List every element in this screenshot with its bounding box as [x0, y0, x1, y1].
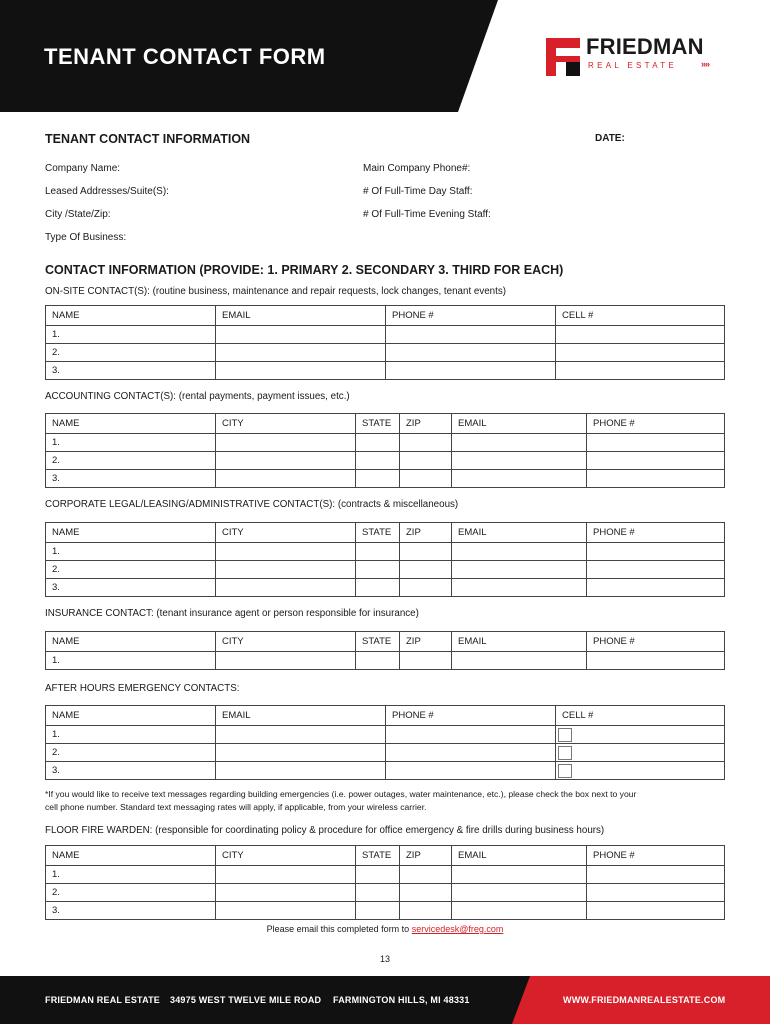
email-cell[interactable]: [452, 434, 587, 452]
column-header: CITY: [216, 523, 356, 543]
table-header-row: [46, 632, 725, 652]
row-number[interactable]: 2.: [46, 344, 216, 362]
table-row: [46, 866, 725, 884]
sms-checkbox[interactable]: [558, 728, 572, 742]
city-state-zip-label: City /State/Zip:: [45, 209, 111, 220]
state-cell[interactable]: [356, 434, 400, 452]
state-cell[interactable]: [356, 543, 400, 561]
column-header: STATE: [356, 846, 400, 866]
row-number[interactable]: 1.: [46, 652, 216, 670]
column-header: CITY: [216, 632, 356, 652]
column-header: PHONE #: [587, 632, 725, 652]
row-number[interactable]: 3.: [46, 579, 216, 597]
onsite-caption: ON-SITE CONTACT(S): (routine business, maintenance and repair requests, lock changes, tenant events): [45, 286, 507, 297]
email-cell[interactable]: [452, 543, 587, 561]
city-cell[interactable]: [216, 652, 356, 670]
corporate-table: [45, 522, 725, 597]
table-row: [46, 762, 725, 780]
state-cell[interactable]: [356, 579, 400, 597]
after-hours-caption: AFTER HOURS EMERGENCY CONTACTS:: [45, 683, 240, 694]
phone-cell[interactable]: [587, 543, 725, 561]
column-header: NAME: [46, 414, 216, 434]
email-cell[interactable]: [216, 726, 386, 744]
logo-mark-icon: [546, 36, 582, 78]
phone-cell[interactable]: [386, 744, 556, 762]
row-number[interactable]: 1.: [46, 326, 216, 344]
row-number[interactable]: 3.: [46, 470, 216, 488]
column-header: EMAIL: [216, 306, 386, 326]
state-cell[interactable]: [356, 652, 400, 670]
table-row: [46, 561, 725, 579]
leased-addresses-label: Leased Addresses/Suite(S):: [45, 186, 169, 197]
table-row: [46, 579, 725, 597]
email-cell[interactable]: [452, 902, 587, 920]
column-header: PHONE #: [587, 414, 725, 434]
table-header-row: [46, 846, 725, 866]
email-cell[interactable]: [216, 344, 386, 362]
table-row: [46, 344, 725, 362]
row-number[interactable]: 3.: [46, 762, 216, 780]
table-row: [46, 452, 725, 470]
cell-cell[interactable]: [556, 762, 725, 780]
row-number[interactable]: 1.: [46, 726, 216, 744]
row-number[interactable]: 1.: [46, 866, 216, 884]
city-cell[interactable]: [216, 902, 356, 920]
footer-street: 34975 WEST TWELVE MILE ROAD: [170, 995, 322, 1005]
city-cell[interactable]: [216, 470, 356, 488]
column-header: NAME: [46, 523, 216, 543]
phone-cell[interactable]: [386, 762, 556, 780]
zip-cell[interactable]: [400, 452, 452, 470]
business-type-label: Type Of Business:: [45, 232, 127, 243]
column-header: CELL #: [556, 306, 725, 326]
city-cell[interactable]: [216, 884, 356, 902]
table-row: [46, 434, 725, 452]
date-label: DATE:: [595, 133, 625, 144]
phone-cell[interactable]: [587, 579, 725, 597]
email-cell[interactable]: [452, 452, 587, 470]
zip-cell[interactable]: [400, 579, 452, 597]
column-header: ZIP: [400, 414, 452, 434]
email-cell[interactable]: [452, 579, 587, 597]
after-hours-table: [45, 705, 725, 780]
phone-cell[interactable]: [587, 452, 725, 470]
cell-cell[interactable]: [556, 362, 725, 380]
column-header: EMAIL: [452, 414, 587, 434]
table-header-row: [46, 414, 725, 434]
footer-website-link[interactable]: WWW.FRIEDMANREALESTATE.COM: [563, 995, 726, 1005]
column-header: ZIP: [400, 523, 452, 543]
row-number[interactable]: 2.: [46, 561, 216, 579]
column-header: NAME: [46, 632, 216, 652]
zip-cell[interactable]: [400, 434, 452, 452]
sms-checkbox[interactable]: [558, 746, 572, 760]
column-header: EMAIL: [452, 523, 587, 543]
phone-cell[interactable]: [386, 326, 556, 344]
email-cell[interactable]: [452, 866, 587, 884]
phone-cell[interactable]: [587, 652, 725, 670]
column-header: EMAIL: [452, 846, 587, 866]
footer-company: FRIEDMAN REAL ESTATE: [45, 995, 161, 1005]
onsite-table: [45, 305, 725, 380]
state-cell[interactable]: [356, 561, 400, 579]
page-title: TENANT CONTACT FORM: [44, 44, 326, 69]
cell-cell[interactable]: [556, 326, 725, 344]
column-header: EMAIL: [452, 632, 587, 652]
state-cell[interactable]: [356, 470, 400, 488]
table-row: [46, 884, 725, 902]
cell-cell[interactable]: [556, 744, 725, 762]
table-row: [46, 744, 725, 762]
email-instruction-text: Please email this completed form to: [266, 924, 412, 934]
column-header: PHONE #: [587, 846, 725, 866]
email-cell[interactable]: [452, 884, 587, 902]
phone-cell[interactable]: [386, 344, 556, 362]
state-cell[interactable]: [356, 866, 400, 884]
table-row: [46, 652, 725, 670]
cell-cell[interactable]: [556, 726, 725, 744]
accounting-table: [45, 413, 725, 488]
day-staff-label: # Of Full-Time Day Staff:: [363, 186, 473, 197]
column-header: PHONE #: [386, 706, 556, 726]
sms-note-line-2: cell phone number. Standard text messaging rates will apply, if applicable, from your wireless carrier.: [45, 801, 427, 812]
city-cell[interactable]: [216, 561, 356, 579]
sms-note-line-1: *If you would like to receive text messages regarding building emergencies (i.e. power outages, water maintenance, etc.), please check the box next to your: [45, 789, 637, 799]
row-number[interactable]: 3.: [46, 902, 216, 920]
company-name-label: Company Name:: [45, 163, 121, 174]
column-header: ZIP: [400, 632, 452, 652]
table-header-row: [46, 306, 725, 326]
city-cell[interactable]: [216, 579, 356, 597]
column-header: PHONE #: [386, 306, 556, 326]
table-row: [46, 902, 725, 920]
service-desk-email-link[interactable]: servicedesk@freg.com: [411, 924, 504, 934]
column-header: STATE: [356, 414, 400, 434]
phone-cell[interactable]: [587, 866, 725, 884]
city-cell[interactable]: [216, 452, 356, 470]
state-cell[interactable]: [356, 902, 400, 920]
city-cell[interactable]: [216, 866, 356, 884]
email-cell[interactable]: [452, 652, 587, 670]
column-header: NAME: [46, 846, 216, 866]
phone-cell[interactable]: [587, 561, 725, 579]
sms-note: [45, 788, 735, 813]
main-phone-label: Main Company Phone#:: [363, 163, 471, 174]
fire-warden-table: [45, 845, 725, 920]
evening-staff-label: # Of Full-Time Evening Staff:: [363, 209, 491, 220]
insurance-caption: INSURANCE CONTACT: (tenant insurance agent or person responsible for insurance): [45, 608, 419, 619]
column-header: PHONE #: [587, 523, 725, 543]
column-header: ZIP: [400, 846, 452, 866]
row-number[interactable]: 1.: [46, 434, 216, 452]
row-number[interactable]: 3.: [46, 362, 216, 380]
column-header: EMAIL: [216, 706, 386, 726]
phone-cell[interactable]: [587, 902, 725, 920]
logo-chevrons-icon: »»: [701, 59, 710, 69]
row-number[interactable]: 2.: [46, 744, 216, 762]
contact-info-heading: CONTACT INFORMATION (PROVIDE: 1. PRIMARY 2. SECONDARY 3. THIRD FOR EACH): [45, 263, 564, 277]
row-number[interactable]: 1.: [46, 543, 216, 561]
column-header: STATE: [356, 523, 400, 543]
page-number: 13: [379, 954, 390, 964]
corporate-caption: CORPORATE LEGAL/LEASING/ADMINISTRATIVE CONTACT(S): (contracts & miscellaneous): [45, 499, 459, 510]
fire-warden-caption: FLOOR FIRE WARDEN: (responsible for coordinating policy & procedure for office emergency & fire drills during business hours): [45, 825, 605, 836]
email-cell[interactable]: [216, 762, 386, 780]
zip-cell[interactable]: [400, 884, 452, 902]
state-cell[interactable]: [356, 452, 400, 470]
column-header: CELL #: [556, 706, 725, 726]
email-cell[interactable]: [216, 326, 386, 344]
insurance-table: [45, 631, 725, 670]
zip-cell[interactable]: [400, 652, 452, 670]
zip-cell[interactable]: [400, 470, 452, 488]
zip-cell[interactable]: [400, 866, 452, 884]
cell-cell[interactable]: [556, 344, 725, 362]
column-header: CITY: [216, 414, 356, 434]
city-cell[interactable]: [216, 434, 356, 452]
phone-cell[interactable]: [587, 470, 725, 488]
email-cell[interactable]: [452, 470, 587, 488]
table-header-row: [46, 706, 725, 726]
state-cell[interactable]: [356, 884, 400, 902]
email-cell[interactable]: [216, 362, 386, 380]
column-header: STATE: [356, 632, 400, 652]
city-cell[interactable]: [216, 543, 356, 561]
accounting-caption: ACCOUNTING CONTACT(S): (rental payments, payment issues, etc.): [45, 391, 350, 402]
phone-cell[interactable]: [587, 434, 725, 452]
zip-cell[interactable]: [400, 543, 452, 561]
zip-cell[interactable]: [400, 561, 452, 579]
table-row: [46, 326, 725, 344]
tenant-info-heading: TENANT CONTACT INFORMATION: [45, 132, 251, 146]
email-cell[interactable]: [216, 744, 386, 762]
row-number[interactable]: 2.: [46, 452, 216, 470]
table-header-row: [46, 523, 725, 543]
table-row: [46, 543, 725, 561]
logo-subtitle: REAL ESTATE: [588, 61, 678, 70]
table-row: [46, 470, 725, 488]
email-instruction: [0, 924, 770, 934]
zip-cell[interactable]: [400, 902, 452, 920]
table-row: [46, 726, 725, 744]
sms-checkbox[interactable]: [558, 764, 572, 778]
column-header: NAME: [46, 306, 216, 326]
phone-cell[interactable]: [386, 726, 556, 744]
phone-cell[interactable]: [587, 884, 725, 902]
column-header: CITY: [216, 846, 356, 866]
row-number[interactable]: 2.: [46, 884, 216, 902]
table-row: [46, 362, 725, 380]
email-cell[interactable]: [452, 561, 587, 579]
logo-wordmark: FRIEDMAN: [586, 34, 704, 59]
column-header: NAME: [46, 706, 216, 726]
phone-cell[interactable]: [386, 362, 556, 380]
footer-city: FARMINGTON HILLS, MI 48331: [333, 995, 470, 1005]
